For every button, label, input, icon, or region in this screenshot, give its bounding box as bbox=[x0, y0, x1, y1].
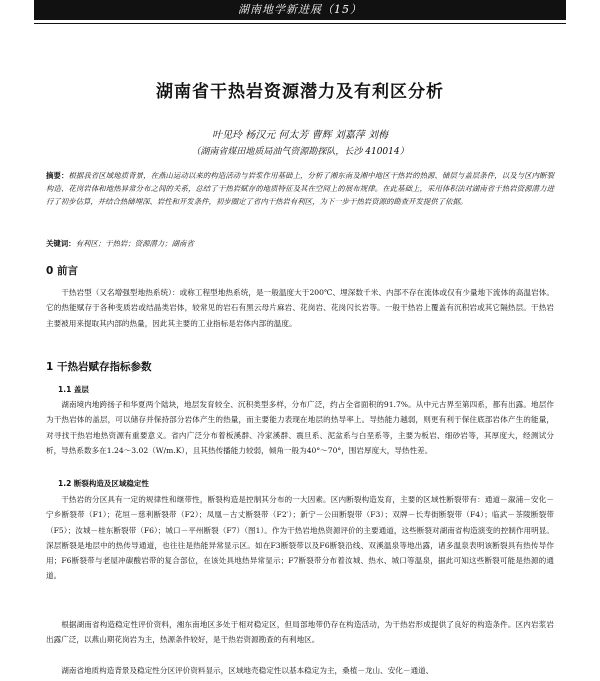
section-heading-1: 1 干热岩赋存指标参数 bbox=[46, 361, 152, 373]
header-rule bbox=[34, 23, 566, 24]
running-header: 湖南地学新进展（15） bbox=[34, 0, 566, 20]
keywords-label: 关键词： bbox=[46, 239, 76, 248]
keywords-text: 有利区；干热岩；资源潜力；湖南省 bbox=[75, 239, 194, 248]
keywords bbox=[46, 238, 554, 250]
section-1-1-paragraph: 湖南境内地跨扬子和华夏两个陆块，地层发育较全、沉积类型多样，分布广泛，约占全省面积的91.7%。从中元古界至第四系，都有出露。地层作为干热岩体的盖层，可以储存并保持部分岩体产生的热量，而主要能力表现在地层的热导率上。导热能力越弱，则更有利于保住底部岩体产生的能量，对寻找干热岩地热资源有重要意义。省内广泛分布着板溪群、冷家溪群、震旦系、泥盆系与白垩系等，主要为板岩、细砂岩等，其厚度大，经测试分析，导热系数多在1.24～3.02（W/m.K），且其热传播能力较弱，倾角一般为40°～70°，围岩厚度大，导热性差。 bbox=[46, 400, 554, 455]
paper-title: 湖南省干热岩资源潜力及有利区分析 bbox=[156, 82, 444, 102]
section-heading-1-1: 1.1 盖层 bbox=[58, 385, 89, 394]
affiliation: （湖南省煤田地质局油气资源勘探队，长沙 410014） bbox=[191, 147, 409, 157]
abstract bbox=[46, 169, 554, 209]
tectonic-stability-paragraph: 根据湖南省构造稳定性评价资料，湘东南地区多处于相对稳定区，但局部地带仍存在构造活动，为干热岩形成提供了良好的构造条件。区内岩浆岩出露广泛，以燕山期花岗岩为主，热源条件较好，是干热岩资源勘查的有利地区。 bbox=[46, 620, 554, 645]
author-list: 叶见玲 杨汉元 何太芳 曹辉 刘嘉萍 刘梅 bbox=[212, 130, 388, 141]
section-1-2-paragraph: 干热岩的分区具有一定的规律性和继带性，断裂构造是控制其分布的一大因素。区内断裂构造发育，主要的区域性断裂带有：通道－溆浦－安化－宁乡断裂带（F1）；花垣－慈利断裂带（F2）；凤凰－古丈断裂带（F2′）；新宁－公田断裂带（F3）；双牌－长寿街断裂带（F4）；临武－茶陵断裂带（F5）；汝城－桂东断裂带（F6）；城口－平州断裂（F7）（图1）。作为干热岩地热资源评价的主要通道，这些断裂对湖南省构造演变的控制作用明显。深层断裂是地层中的热传导通道，也往往是热能异常显示区。如在F3断裂带以及F6断裂沿线、双溪温泉等地出露，诸多温泉表明该断裂具有热传导作用；F6断裂带与老屋冲碳酸岩带的复合部位，在该处具地热异常显示；F7断裂带分布着汝城、热水、城口等温泉，据此可知这些断裂可能是热源的通道。 bbox=[46, 495, 554, 581]
section-heading-1-2: 1.2 断裂构造及区域稳定性 bbox=[58, 479, 149, 488]
last-paragraph: 湖南省地质构造背景及稳定性分区评价资料显示，区域地壳稳定性以基本稳定为主，桑植－龙山、安化－通道、 bbox=[61, 666, 434, 675]
abstract-label: 摘要： bbox=[46, 171, 69, 180]
abstract-text: 根据我省区域地质背景，在燕山运动以来的构造活动与岩浆作用基础上，分析了湘东南及湘中地区干热岩的热源、储层与盖层条件，以及与区内断裂构造、花岗岩体和地热异常分布之间的关系，总结了干热岩赋存的地质特征及其在空间上的展布规律。在此基础上，采用体积法对湖南省干热岩资源潜力进行了初步估算，并结合热储埋深、岩性和开发条件，初步圈定了省内干热岩有利区，为下一步干热岩资源的勘查开发提供了依据。 bbox=[46, 171, 554, 207]
intro-paragraph: 干热岩型（又名增强型地热系统）：或称工程型地热系统，是一般温度大于200℃、埋深数千米、内部不存在流体或仅有少量地下流体的高温岩体。它的热能赋存于各种变质岩或结晶类岩体，较常见的岩石有黑云母片麻岩、花岗岩、花岗闪长岩等。一般干热岩上覆盖有沉积岩或其它隔热层。干热岩主要被用来提取其内部的热量，因此其主要的工业指标是岩体内部的温度。 bbox=[46, 288, 554, 328]
section-heading-intro: 0 前言 bbox=[46, 265, 78, 277]
